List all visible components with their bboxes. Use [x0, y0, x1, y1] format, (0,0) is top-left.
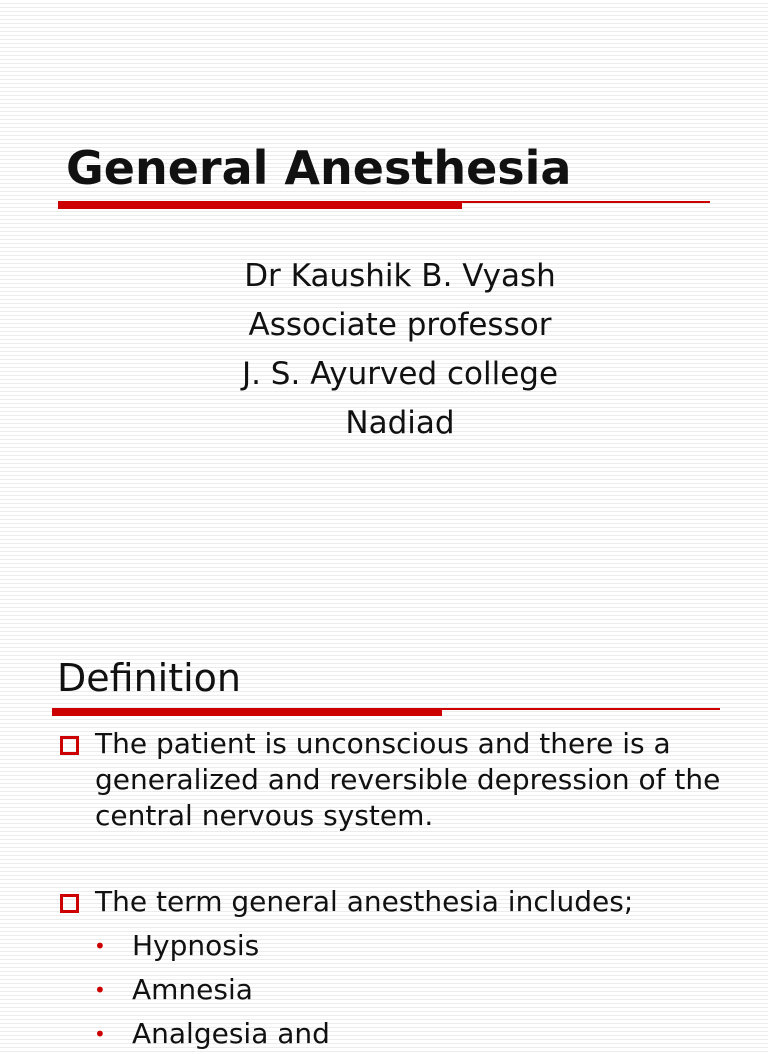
author-institution: J. S. Ayurved college	[241, 356, 559, 392]
author-position: Associate professor	[248, 307, 552, 343]
checkbox-square-icon	[60, 736, 79, 755]
red-dot-icon: •	[94, 934, 106, 958]
author-city: Nadiad	[345, 405, 455, 441]
sub-bullet-text: Hypnosis	[132, 929, 260, 962]
sub-bullet-text: Amnesia	[132, 973, 253, 1006]
author-name: Dr Kaushik B. Vyash	[244, 258, 556, 294]
title-underline	[52, 708, 720, 710]
red-dot-icon: •	[94, 978, 106, 1002]
sub-bullet-text: Analgesia and	[132, 1017, 330, 1050]
red-dot-icon: •	[94, 1022, 106, 1046]
title-underline	[58, 201, 710, 203]
slide-title: General Anesthesia	[66, 141, 572, 195]
bullet-text: The patient is unconscious and there is a generalized and reversible depression of the central nervous system.	[95, 727, 721, 832]
author-block	[100, 252, 700, 448]
checkbox-square-icon	[60, 894, 79, 913]
definition-slide	[0, 640, 768, 1050]
slide-title: Definition	[57, 656, 242, 700]
bullet-text: The term general anesthesia includes;	[95, 885, 634, 918]
